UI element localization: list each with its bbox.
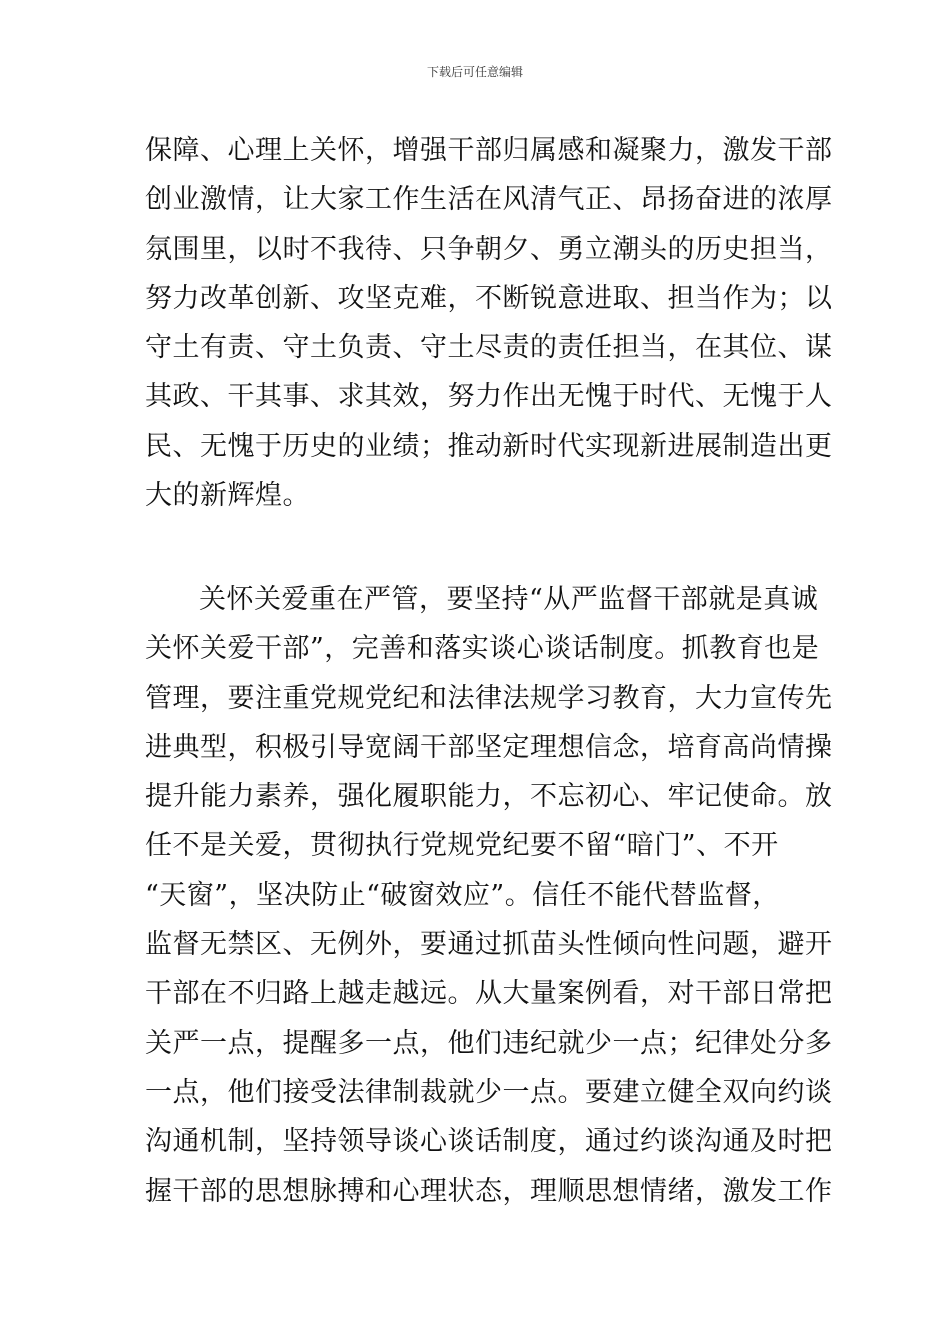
text-line: 守土有责、守土负责、守土尽责的责任担当，在其位、谋 (145, 332, 833, 364)
text-line: 一点，他们接受法律制裁就少一点。要建立健全双向约谈 (145, 1076, 833, 1108)
text-line: 进典型，积极引导宽阔干部坚定理想信念，培育高尚情操 (145, 731, 833, 763)
text-line: 关怀关爱干部”，完善和落实谈心谈话制度。抓教育也是 (145, 633, 820, 665)
text-line: 努力改革创新、攻坚克难，不断锐意进取、担当作为；以 (145, 282, 833, 314)
text-line: 创业激情，让大家工作生活在风清气正、昂扬奋进的浓厚 (145, 184, 833, 216)
text-line: 其政、干其事、求其效，努力作出无愧于时代、无愧于人 (145, 381, 833, 413)
text-line: 任不是关爱，贯彻执行党规党纪要不留“暗门”、不开 (145, 830, 779, 862)
text-line: 握干部的思想脉搏和心理状态，理顺思想情绪，激发工作 (145, 1175, 833, 1207)
text-line: 提升能力素养，强化履职能力，不忘初心、牢记使命。放 (145, 781, 833, 813)
text-line: 氛围里，以时不我待、只争朝夕、勇立潮头的历史担当， (145, 233, 833, 265)
text-line: 管理，要注重党规党纪和法律法规学习教育，大力宣传先 (145, 682, 833, 714)
text-line: 干部在不归路上越走越远。从大量案例看，对干部日常把 (145, 978, 833, 1010)
paragraph-continued (145, 126, 833, 520)
paragraph-strict-management (145, 575, 833, 1216)
text-line: 保障、心理上关怀，增强干部归属感和凝聚力，激发干部 (145, 135, 833, 166)
text-line: 沟通机制，坚持领导谈心谈话制度，通过约谈沟通及时把 (145, 1126, 833, 1158)
text-line-first: 关怀关爱重在严管，要坚持“从严监督干部就是真诚 (199, 584, 819, 615)
text-line: 民、无愧于历史的业绩；推动新时代实现新进展制造出更 (145, 430, 833, 462)
page-header: 下载后可任意编辑 (426, 65, 523, 79)
text-line: 大的新辉煌。 (145, 480, 310, 512)
text-line: 监督无禁区、无例外，要通过抓苗头性倾向性问题，避开 (145, 929, 833, 961)
text-line: 关严一点，提醒多一点，他们违纪就少一点；纪律处分多 (145, 1027, 833, 1059)
text-line: “天窗”，坚决防止“破窗效应”。信任不能代替监督， (145, 879, 780, 911)
